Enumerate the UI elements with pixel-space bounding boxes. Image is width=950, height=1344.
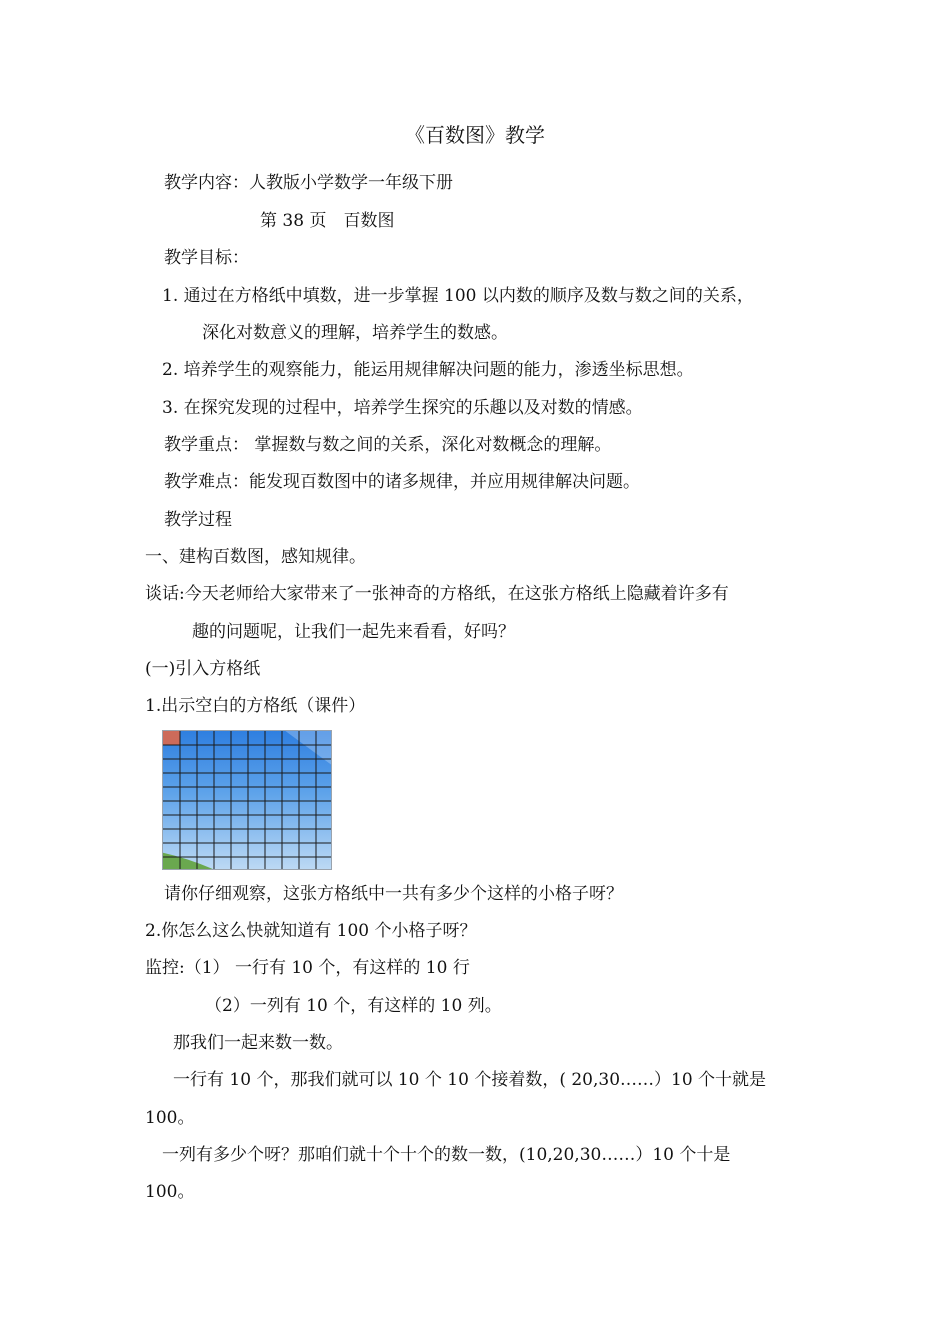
step-1: 1.出示空白的方格纸（课件）: [145, 696, 366, 716]
col-count-line-2: 100。: [145, 1182, 195, 1202]
subsection-1: (一)引入方格纸: [145, 659, 261, 679]
difficulty: 教学难点：能发现百数图中的诸多规律，并应用规律解决问题。: [164, 472, 640, 492]
goal-1-line-1: 1. 通过在方格纸中填数，进一步掌握 100 以内数的顺序及数与数之间的关系，: [162, 286, 754, 306]
col-count-line-1: 一列有多少个呀？那咱们就十个十个的数一数，(10,20,30……）10 个十是: [162, 1145, 731, 1165]
hundred-grid-figure: [162, 730, 332, 870]
row-count-line-1: 一行有 10 个，那我们就可以 10 个 10 个接着数，( 20,30……）10 个十就是: [173, 1070, 767, 1090]
section-1-heading: 一、建构百数图，感知规律。: [145, 547, 366, 567]
content-label: 教学内容：人教版小学数学一年级下册: [164, 173, 453, 193]
goal-1-line-2: 深化对数意义的理解，培养学生的数感。: [202, 323, 508, 343]
monitor-1: 监控:（1） 一行有 10 个，有这样的 10 行: [145, 958, 470, 978]
monitor-2: （2）一列有 10 个，有这样的 10 列。: [205, 996, 502, 1016]
content-page: 第 38 页 百数图: [260, 211, 395, 231]
goals-label: 教学目标：: [164, 248, 249, 268]
talk-line-2: 趣的问题呢，让我们一起先来看看，好吗？: [192, 622, 515, 642]
doc-title: 《百数图》教学: [405, 123, 545, 147]
step-2: 2.你怎么这么快就知道有 100 个小格子呀？: [145, 921, 477, 941]
goal-3: 3. 在探究发现的过程中，培养学生探究的乐趣以及对数的情感。: [162, 398, 643, 418]
talk-line-1: 谈话:今天老师给大家带来了一张神奇的方格纸，在这张方格纸上隐藏着许多有: [145, 584, 729, 604]
grid-lines-svg: [163, 731, 332, 870]
row-count-line-2: 100。: [145, 1108, 195, 1128]
key-points: 教学重点： 掌握数与数之间的关系，深化对数概念的理解。: [164, 435, 612, 455]
grid-highlight-cell: [163, 731, 180, 745]
grid-gloss: [285, 731, 332, 766]
question-1: 请你仔细观察，这张方格纸中一共有多少个这样的小格子呀？: [164, 884, 623, 904]
grid-hill-decoration: [163, 853, 217, 870]
goal-2: 2. 培养学生的观察能力，能运用规律解决问题的能力，渗透坐标思想。: [162, 360, 694, 380]
process-label: 教学过程: [164, 510, 232, 530]
count-together: 那我们一起来数一数。: [173, 1033, 343, 1053]
